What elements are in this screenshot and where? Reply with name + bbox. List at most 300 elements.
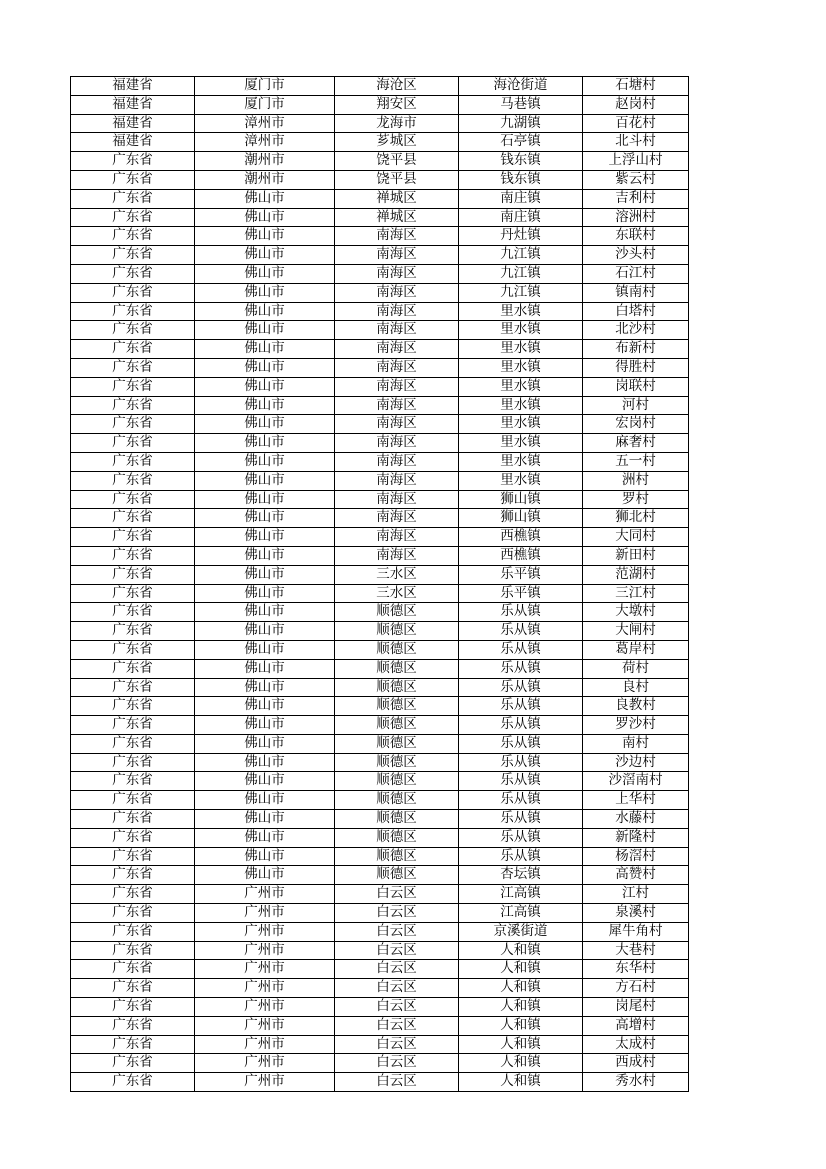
district-cell: 南海区 (335, 396, 459, 415)
city-cell: 佛山市 (195, 452, 335, 471)
town-cell: 杏坛镇 (459, 866, 583, 885)
city-cell: 佛山市 (195, 396, 335, 415)
table-row (71, 866, 689, 885)
table-row (71, 77, 689, 96)
province-cell: 广东省 (71, 189, 195, 208)
province-cell: 广东省 (71, 283, 195, 302)
town-cell: 人和镇 (459, 1073, 583, 1092)
table-row (71, 734, 689, 753)
village-cell: 大墩村 (583, 603, 689, 622)
city-cell: 广州市 (195, 960, 335, 979)
city-cell: 佛山市 (195, 283, 335, 302)
province-cell: 广东省 (71, 471, 195, 490)
table-row (71, 208, 689, 227)
village-cell: 石江村 (583, 264, 689, 283)
table-row (71, 396, 689, 415)
village-cell: 百花村 (583, 114, 689, 133)
city-cell: 广州市 (195, 1035, 335, 1054)
district-cell: 禅城区 (335, 208, 459, 227)
village-cell: 岗尾村 (583, 998, 689, 1017)
town-cell: 九湖镇 (459, 114, 583, 133)
village-cell: 白塔村 (583, 302, 689, 321)
village-cell: 高增村 (583, 1016, 689, 1035)
table-row (71, 358, 689, 377)
province-cell: 广东省 (71, 434, 195, 453)
city-cell: 广州市 (195, 979, 335, 998)
province-cell: 广东省 (71, 584, 195, 603)
village-cell: 麻奢村 (583, 434, 689, 453)
table-row (71, 791, 689, 810)
city-cell: 广州市 (195, 1016, 335, 1035)
village-cell: 范湖村 (583, 565, 689, 584)
table-row (71, 152, 689, 171)
town-cell: 江高镇 (459, 885, 583, 904)
town-cell: 京溪街道 (459, 922, 583, 941)
table-row (71, 885, 689, 904)
province-cell: 广东省 (71, 753, 195, 772)
city-cell: 佛山市 (195, 246, 335, 265)
province-cell: 福建省 (71, 77, 195, 96)
province-cell: 广东省 (71, 847, 195, 866)
city-cell: 佛山市 (195, 828, 335, 847)
table-row (71, 753, 689, 772)
city-cell: 广州市 (195, 998, 335, 1017)
village-cell: 宏岗村 (583, 415, 689, 434)
town-cell: 西樵镇 (459, 528, 583, 547)
district-cell: 南海区 (335, 528, 459, 547)
city-cell: 佛山市 (195, 622, 335, 641)
province-cell: 广东省 (71, 772, 195, 791)
village-cell: 大闸村 (583, 622, 689, 641)
city-cell: 广州市 (195, 1054, 335, 1073)
village-cell: 上华村 (583, 791, 689, 810)
province-cell: 福建省 (71, 133, 195, 152)
village-cell: 江村 (583, 885, 689, 904)
city-cell: 佛山市 (195, 678, 335, 697)
province-cell: 广东省 (71, 340, 195, 359)
province-cell: 广东省 (71, 227, 195, 246)
village-cell: 布新村 (583, 340, 689, 359)
town-cell: 里水镇 (459, 396, 583, 415)
table-row (71, 810, 689, 829)
village-cell: 大同村 (583, 528, 689, 547)
village-cell: 镇南村 (583, 283, 689, 302)
province-cell: 广东省 (71, 810, 195, 829)
table-row (71, 95, 689, 114)
province-cell: 广东省 (71, 828, 195, 847)
district-cell: 南海区 (335, 302, 459, 321)
district-cell: 顺德区 (335, 622, 459, 641)
village-cell: 得胜村 (583, 358, 689, 377)
table-row (71, 697, 689, 716)
table-row (71, 340, 689, 359)
table-row (71, 170, 689, 189)
village-cell: 新隆村 (583, 828, 689, 847)
village-cell: 西成村 (583, 1054, 689, 1073)
province-cell: 广东省 (71, 528, 195, 547)
town-cell: 狮山镇 (459, 490, 583, 509)
province-cell: 广东省 (71, 358, 195, 377)
province-cell: 广东省 (71, 1016, 195, 1035)
village-cell: 上浮山村 (583, 152, 689, 171)
district-cell: 三水区 (335, 565, 459, 584)
district-cell: 顺德区 (335, 791, 459, 810)
village-cell: 赵岗村 (583, 95, 689, 114)
province-cell: 广东省 (71, 170, 195, 189)
table-row (71, 434, 689, 453)
village-cell: 方石村 (583, 979, 689, 998)
province-cell: 广东省 (71, 734, 195, 753)
district-cell: 白云区 (335, 1073, 459, 1092)
table-row (71, 979, 689, 998)
village-cell: 北沙村 (583, 321, 689, 340)
town-cell: 乐从镇 (459, 640, 583, 659)
district-cell: 白云区 (335, 1054, 459, 1073)
province-cell: 福建省 (71, 114, 195, 133)
table-row (71, 941, 689, 960)
village-cell: 泉溪村 (583, 904, 689, 923)
city-cell: 佛山市 (195, 847, 335, 866)
city-cell: 佛山市 (195, 565, 335, 584)
table-row (71, 452, 689, 471)
town-cell: 狮山镇 (459, 509, 583, 528)
table-row (71, 622, 689, 641)
city-cell: 厦门市 (195, 95, 335, 114)
district-cell: 白云区 (335, 1016, 459, 1035)
city-cell: 佛山市 (195, 584, 335, 603)
district-cell: 饶平县 (335, 170, 459, 189)
table-body (71, 77, 689, 1092)
table-row (71, 471, 689, 490)
province-cell: 广东省 (71, 622, 195, 641)
table-row (71, 772, 689, 791)
village-cell: 五一村 (583, 452, 689, 471)
province-cell: 广东省 (71, 659, 195, 678)
province-cell: 广东省 (71, 866, 195, 885)
village-cell: 南村 (583, 734, 689, 753)
town-cell: 乐从镇 (459, 697, 583, 716)
table-row (71, 847, 689, 866)
city-cell: 佛山市 (195, 528, 335, 547)
province-cell: 广东省 (71, 302, 195, 321)
district-cell: 顺德区 (335, 847, 459, 866)
city-cell: 漳州市 (195, 133, 335, 152)
town-cell: 乐从镇 (459, 678, 583, 697)
province-cell: 广东省 (71, 452, 195, 471)
district-cell: 顺德区 (335, 659, 459, 678)
town-cell: 乐从镇 (459, 791, 583, 810)
town-cell: 钱东镇 (459, 170, 583, 189)
province-cell: 广东省 (71, 603, 195, 622)
town-cell: 石亭镇 (459, 133, 583, 152)
village-cell: 洲村 (583, 471, 689, 490)
district-cell: 海沧区 (335, 77, 459, 96)
city-cell: 佛山市 (195, 546, 335, 565)
village-cell: 杨滘村 (583, 847, 689, 866)
city-cell: 佛山市 (195, 509, 335, 528)
city-cell: 广州市 (195, 904, 335, 923)
city-cell: 佛山市 (195, 189, 335, 208)
district-cell: 白云区 (335, 998, 459, 1017)
province-cell: 福建省 (71, 95, 195, 114)
city-cell: 佛山市 (195, 753, 335, 772)
table-row (71, 227, 689, 246)
district-cell: 南海区 (335, 340, 459, 359)
province-cell: 广东省 (71, 960, 195, 979)
village-cell: 荷村 (583, 659, 689, 678)
city-cell: 广州市 (195, 1073, 335, 1092)
city-cell: 广州市 (195, 885, 335, 904)
province-cell: 广东省 (71, 678, 195, 697)
district-cell: 顺德区 (335, 716, 459, 735)
table-row (71, 565, 689, 584)
town-cell: 海沧街道 (459, 77, 583, 96)
district-cell: 南海区 (335, 264, 459, 283)
city-cell: 佛山市 (195, 434, 335, 453)
district-cell: 白云区 (335, 941, 459, 960)
district-cell: 顺德区 (335, 603, 459, 622)
village-cell: 岗联村 (583, 377, 689, 396)
province-cell: 广东省 (71, 377, 195, 396)
city-cell: 潮州市 (195, 170, 335, 189)
province-cell: 广东省 (71, 791, 195, 810)
province-cell: 广东省 (71, 396, 195, 415)
district-cell: 南海区 (335, 415, 459, 434)
district-cell: 南海区 (335, 227, 459, 246)
town-cell: 南庄镇 (459, 189, 583, 208)
village-cell: 高赞村 (583, 866, 689, 885)
town-cell: 乐从镇 (459, 659, 583, 678)
town-cell: 南庄镇 (459, 208, 583, 227)
town-cell: 丹灶镇 (459, 227, 583, 246)
village-cell: 三江村 (583, 584, 689, 603)
district-cell: 南海区 (335, 490, 459, 509)
village-cell: 良教村 (583, 697, 689, 716)
village-cell: 河村 (583, 396, 689, 415)
city-cell: 潮州市 (195, 152, 335, 171)
village-cell: 北斗村 (583, 133, 689, 152)
table-row (71, 528, 689, 547)
table-row (71, 114, 689, 133)
village-cell: 沙滘南村 (583, 772, 689, 791)
table-row (71, 509, 689, 528)
district-cell: 顺德区 (335, 828, 459, 847)
district-cell: 南海区 (335, 509, 459, 528)
province-cell: 广东省 (71, 490, 195, 509)
town-cell: 乐平镇 (459, 565, 583, 584)
city-cell: 佛山市 (195, 321, 335, 340)
district-cell: 顺德区 (335, 640, 459, 659)
city-cell: 佛山市 (195, 810, 335, 829)
district-cell: 三水区 (335, 584, 459, 603)
town-cell: 里水镇 (459, 358, 583, 377)
province-cell: 广东省 (71, 321, 195, 340)
district-cell: 南海区 (335, 471, 459, 490)
table-row (71, 716, 689, 735)
town-cell: 乐从镇 (459, 734, 583, 753)
table-row (71, 321, 689, 340)
district-cell: 顺德区 (335, 753, 459, 772)
district-cell: 顺德区 (335, 734, 459, 753)
province-cell: 广东省 (71, 697, 195, 716)
table-row (71, 133, 689, 152)
village-cell: 罗沙村 (583, 716, 689, 735)
district-cell: 龙海市 (335, 114, 459, 133)
city-cell: 佛山市 (195, 716, 335, 735)
province-cell: 广东省 (71, 415, 195, 434)
village-cell: 石塘村 (583, 77, 689, 96)
table-row (71, 283, 689, 302)
town-cell: 乐从镇 (459, 772, 583, 791)
table-row (71, 922, 689, 941)
city-cell: 佛山市 (195, 208, 335, 227)
district-cell: 白云区 (335, 922, 459, 941)
village-cell: 犀牛角村 (583, 922, 689, 941)
table-row (71, 546, 689, 565)
town-cell: 乐从镇 (459, 753, 583, 772)
province-cell: 广东省 (71, 1073, 195, 1092)
city-cell: 佛山市 (195, 697, 335, 716)
district-cell: 顺德区 (335, 866, 459, 885)
town-cell: 马巷镇 (459, 95, 583, 114)
city-cell: 佛山市 (195, 640, 335, 659)
village-cell: 水藤村 (583, 810, 689, 829)
table-row (71, 1073, 689, 1092)
province-cell: 广东省 (71, 922, 195, 941)
province-cell: 广东省 (71, 904, 195, 923)
town-cell: 乐从镇 (459, 828, 583, 847)
table-row (71, 1016, 689, 1035)
village-cell: 新田村 (583, 546, 689, 565)
city-cell: 漳州市 (195, 114, 335, 133)
city-cell: 佛山市 (195, 734, 335, 753)
table-row (71, 302, 689, 321)
town-cell: 乐从镇 (459, 810, 583, 829)
table-row (71, 678, 689, 697)
town-cell: 九江镇 (459, 246, 583, 265)
table-row (71, 246, 689, 265)
city-cell: 佛山市 (195, 659, 335, 678)
city-cell: 佛山市 (195, 377, 335, 396)
table-row (71, 603, 689, 622)
town-cell: 人和镇 (459, 998, 583, 1017)
village-cell: 溶洲村 (583, 208, 689, 227)
city-cell: 佛山市 (195, 340, 335, 359)
table-row (71, 904, 689, 923)
district-cell: 南海区 (335, 377, 459, 396)
table-row (71, 377, 689, 396)
district-cell: 南海区 (335, 452, 459, 471)
district-cell: 翔安区 (335, 95, 459, 114)
city-cell: 厦门市 (195, 77, 335, 96)
table-row (71, 640, 689, 659)
district-cell: 南海区 (335, 434, 459, 453)
town-cell: 里水镇 (459, 415, 583, 434)
table-row (71, 584, 689, 603)
village-cell: 狮北村 (583, 509, 689, 528)
district-cell: 白云区 (335, 904, 459, 923)
province-cell: 广东省 (71, 246, 195, 265)
village-cell: 葛岸村 (583, 640, 689, 659)
town-cell: 人和镇 (459, 941, 583, 960)
town-cell: 乐从镇 (459, 603, 583, 622)
table-row (71, 960, 689, 979)
district-cell: 顺德区 (335, 810, 459, 829)
town-cell: 人和镇 (459, 979, 583, 998)
province-cell: 广东省 (71, 716, 195, 735)
city-cell: 佛山市 (195, 603, 335, 622)
district-cell: 饶平县 (335, 152, 459, 171)
village-cell: 良村 (583, 678, 689, 697)
province-cell: 广东省 (71, 640, 195, 659)
town-cell: 里水镇 (459, 302, 583, 321)
district-cell: 南海区 (335, 358, 459, 377)
table-row (71, 1035, 689, 1054)
district-cell: 白云区 (335, 1035, 459, 1054)
city-cell: 佛山市 (195, 471, 335, 490)
district-cell: 禅城区 (335, 189, 459, 208)
town-cell: 里水镇 (459, 377, 583, 396)
town-cell: 人和镇 (459, 960, 583, 979)
district-cell: 顺德区 (335, 697, 459, 716)
district-cell: 顺德区 (335, 772, 459, 791)
city-cell: 佛山市 (195, 791, 335, 810)
province-cell: 广东省 (71, 509, 195, 528)
city-cell: 佛山市 (195, 302, 335, 321)
village-cell: 沙边村 (583, 753, 689, 772)
table-row (71, 189, 689, 208)
district-cell: 芗城区 (335, 133, 459, 152)
city-cell: 佛山市 (195, 772, 335, 791)
province-cell: 广东省 (71, 998, 195, 1017)
town-cell: 江高镇 (459, 904, 583, 923)
town-cell: 里水镇 (459, 452, 583, 471)
province-cell: 广东省 (71, 885, 195, 904)
district-cell: 南海区 (335, 546, 459, 565)
town-cell: 里水镇 (459, 471, 583, 490)
city-cell: 佛山市 (195, 866, 335, 885)
town-cell: 乐平镇 (459, 584, 583, 603)
city-cell: 佛山市 (195, 415, 335, 434)
town-cell: 乐从镇 (459, 847, 583, 866)
town-cell: 乐从镇 (459, 716, 583, 735)
village-cell: 吉利村 (583, 189, 689, 208)
table-row (71, 998, 689, 1017)
province-cell: 广东省 (71, 208, 195, 227)
town-cell: 九江镇 (459, 264, 583, 283)
village-cell: 东华村 (583, 960, 689, 979)
village-cell: 太成村 (583, 1035, 689, 1054)
town-cell: 钱东镇 (459, 152, 583, 171)
town-cell: 人和镇 (459, 1016, 583, 1035)
district-cell: 南海区 (335, 321, 459, 340)
village-cell: 紫云村 (583, 170, 689, 189)
province-cell: 广东省 (71, 1054, 195, 1073)
village-cell: 秀水村 (583, 1073, 689, 1092)
city-cell: 佛山市 (195, 227, 335, 246)
village-cell: 沙头村 (583, 246, 689, 265)
city-cell: 广州市 (195, 941, 335, 960)
town-cell: 人和镇 (459, 1054, 583, 1073)
table-row (71, 490, 689, 509)
table-row (71, 264, 689, 283)
town-cell: 西樵镇 (459, 546, 583, 565)
town-cell: 人和镇 (459, 1035, 583, 1054)
city-cell: 广州市 (195, 922, 335, 941)
table-row (71, 659, 689, 678)
province-cell: 广东省 (71, 941, 195, 960)
district-cell: 南海区 (335, 246, 459, 265)
